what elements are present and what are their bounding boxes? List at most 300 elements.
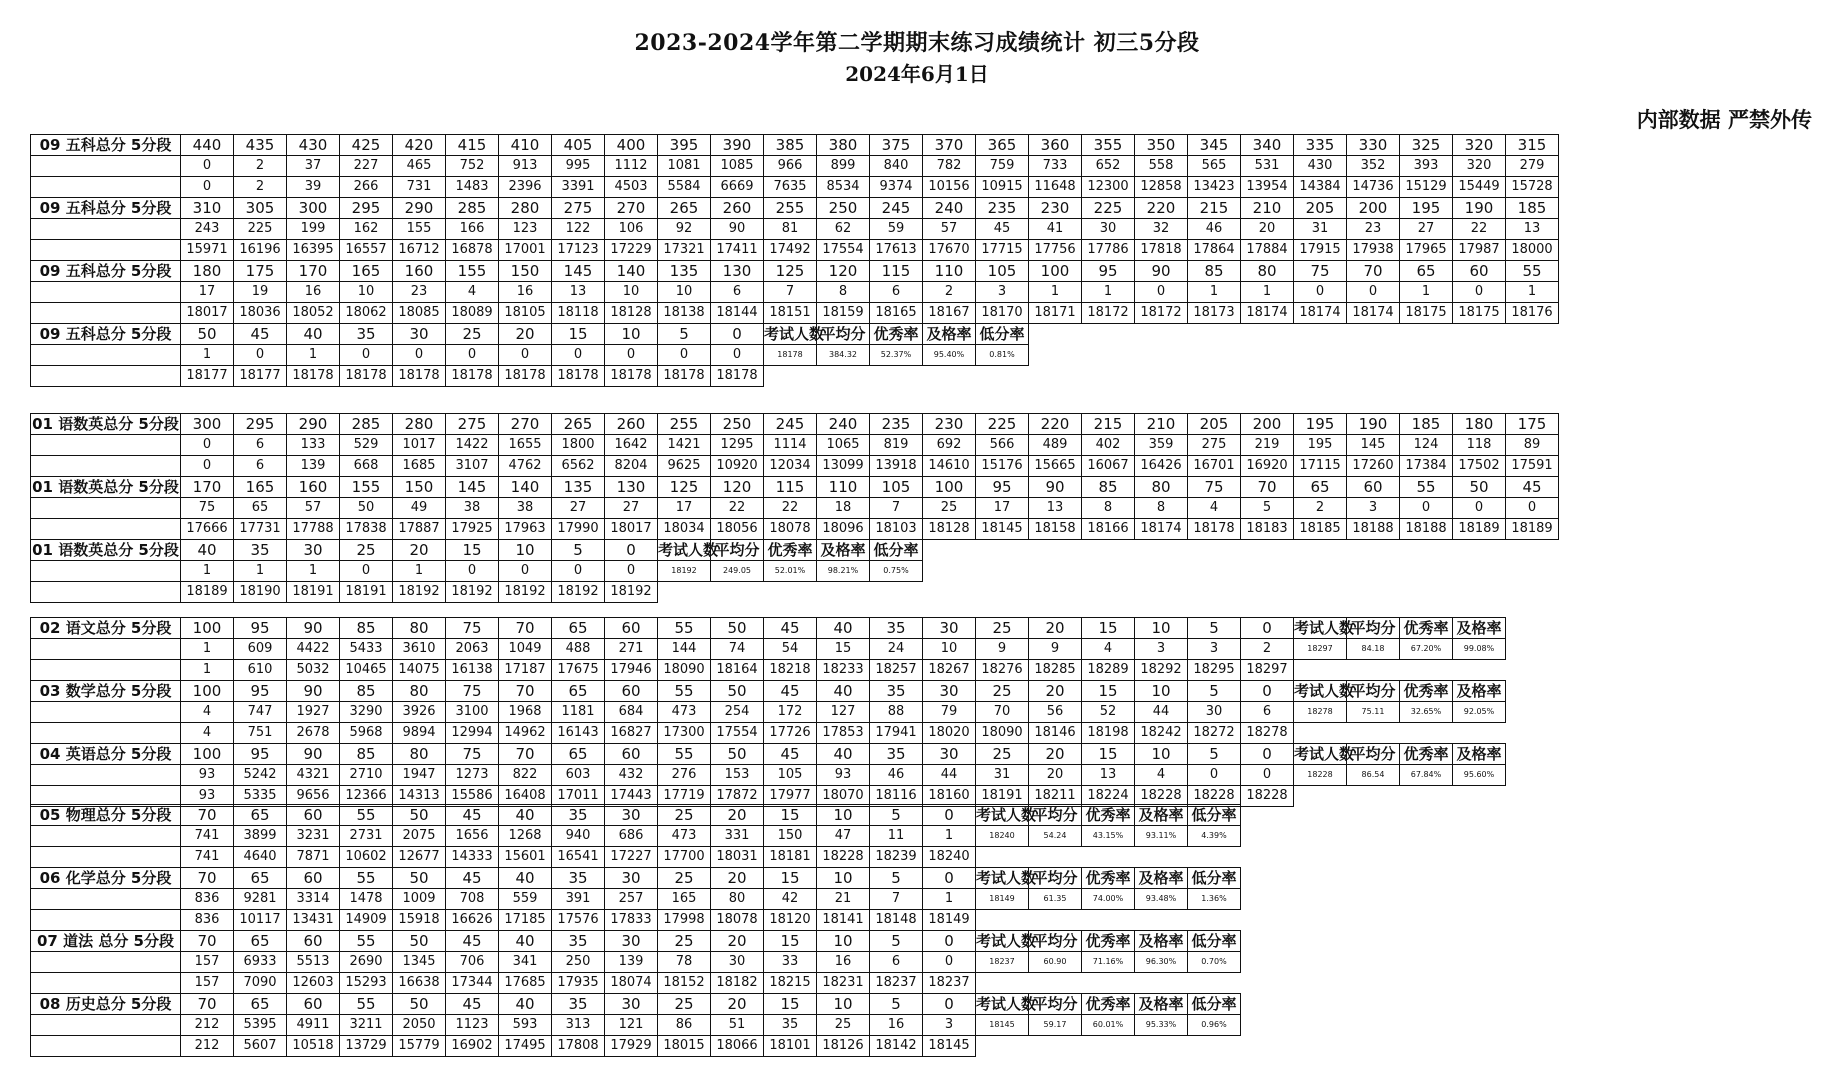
table-cell: 280 [499,198,552,219]
table-row [31,723,1559,744]
table-cell: 440 [181,135,234,156]
table-cell: 18192 [605,582,658,603]
stat-value: 95.33% [1135,1015,1188,1036]
table-cell: 18189 [181,582,234,603]
table-cell: 18188 [1347,519,1400,540]
table-cell: 22 [764,498,817,519]
stat-value: 0.96% [1188,1015,1241,1036]
empty-cell [1082,366,1135,387]
table-cell: 79 [923,702,976,723]
table-cell: 270 [605,198,658,219]
table-cell: 45 [446,868,499,889]
table-cell: 8 [817,282,870,303]
empty-cell [1294,324,1347,345]
stat-value: 93.11% [1135,826,1188,847]
table-cell: 20 [711,994,764,1015]
table-cell: 80 [711,889,764,910]
table-row [31,414,1559,435]
table-cell: 1947 [393,765,446,786]
table-cell: 153 [711,765,764,786]
table-cell: 10465 [340,660,393,681]
table-cell: 340 [1241,135,1294,156]
table-cell: 45 [764,681,817,702]
table-cell: 18175 [1453,303,1506,324]
table-cell: 5 [552,540,605,561]
empty-cell [1082,540,1135,561]
empty-cell [1400,540,1453,561]
table-cell: 160 [393,261,446,282]
table-cell: 593 [499,1015,552,1036]
stat-header: 考试人数 [658,541,719,559]
table-cell: 25 [658,994,711,1015]
table-cell: 1 [1029,282,1082,303]
empty-cell [1188,910,1241,931]
table-cell: 16541 [552,847,605,868]
table-cell: 18015 [658,1036,711,1057]
report-date: 2024年6月1日 [845,62,989,86]
row-label [31,952,181,973]
table-cell: 30 [1082,219,1135,240]
table-cell: 55 [340,805,393,826]
table-cell: 12366 [340,786,393,807]
stat-header: 平均分 [1029,994,1082,1015]
table-cell: 686 [605,826,658,847]
table-cell: 166 [446,219,499,240]
table-cell: 240 [923,198,976,219]
table-cell: 17554 [817,240,870,261]
table-cell: 4 [1135,765,1188,786]
empty-cell [1135,582,1188,603]
empty-cell [1347,1015,1400,1036]
empty-cell [923,561,976,582]
stat-header: 考试人数 [1294,745,1355,763]
empty-cell [817,582,870,603]
empty-cell [1347,324,1400,345]
table-cell: 18240 [923,847,976,868]
empty-cell [1506,540,1559,561]
table-row [31,561,1559,582]
table-cell: 1345 [393,952,446,973]
table-cell: 13099 [817,456,870,477]
table-cell: 20 [1241,219,1294,240]
table-cell: 320 [1453,135,1506,156]
table-cell: 25 [658,805,711,826]
row-label [31,561,181,582]
table-cell: 17227 [605,847,658,868]
table-cell: 100 [181,744,234,765]
table-cell: 18198 [1082,723,1135,744]
empty-cell [1294,660,1347,681]
row-label [31,498,181,519]
table-cell: 2 [1241,639,1294,660]
table-cell: 4 [181,702,234,723]
table-cell: 0 [923,868,976,889]
empty-cell [1400,826,1453,847]
table-cell: 14909 [340,910,393,931]
table-cell: 139 [287,456,340,477]
table-cell: 18126 [817,1036,870,1057]
table-cell: 17818 [1135,240,1188,261]
table-cell: 93 [181,765,234,786]
stat-header: 优秀率 [1082,994,1135,1015]
table-cell: 18089 [446,303,499,324]
table-cell: 1085 [711,156,764,177]
empty-cell [1029,540,1082,561]
empty-cell [1241,540,1294,561]
empty-cell [976,847,1029,868]
table-cell: 18215 [764,973,817,994]
table-cell: 22 [1453,219,1506,240]
table-cell: 24 [870,639,923,660]
table-cell: 18074 [605,973,658,994]
table-cell: 92 [658,219,711,240]
table-cell: 44 [1135,702,1188,723]
table-cell: 30 [1188,702,1241,723]
empty-cell [1400,723,1453,744]
stat-value: 18178 [764,345,817,366]
table-cell: 18128 [605,303,658,324]
table-cell: 95 [234,618,287,639]
empty-cell [1453,582,1506,603]
table-cell: 566 [976,435,1029,456]
table-cell: 0 [605,345,658,366]
table-cell: 145 [446,477,499,498]
table-cell: 3899 [234,826,287,847]
table-cell: 110 [923,261,976,282]
empty-cell [817,366,870,387]
empty-cell [1241,973,1294,994]
stat-header: 平均分 [711,540,764,561]
table-cell: 18166 [1082,519,1135,540]
row-label [31,582,181,603]
table-cell: 60 [605,744,658,765]
table-cell: 25 [976,618,1029,639]
table-cell: 70 [181,805,234,826]
table-cell: 995 [552,156,605,177]
table-cell: 652 [1082,156,1135,177]
table-cell: 17726 [764,723,817,744]
table-cell: 3107 [446,456,499,477]
row-label: 09 五科总分 5分段 [31,198,181,219]
table-cell: 30 [711,952,764,973]
table-cell: 17344 [446,973,499,994]
table-cell: 35 [552,868,605,889]
table-cell: 275 [446,414,499,435]
table-cell: 325 [1400,135,1453,156]
row-label [31,889,181,910]
table-row [31,240,1559,261]
row-label [31,702,181,723]
empty-cell [1135,910,1188,931]
table-cell: 165 [658,889,711,910]
stat-value: 75.11 [1347,702,1400,723]
table-cell: 140 [605,261,658,282]
empty-cell [1294,366,1347,387]
table-cell: 17300 [658,723,711,744]
table-cell: 15 [764,805,817,826]
table-cell: 195 [1400,198,1453,219]
table-cell: 175 [1506,414,1559,435]
table-cell: 10 [817,994,870,1015]
table-cell: 195 [1294,435,1347,456]
table-row [31,456,1559,477]
table-cell: 16827 [605,723,658,744]
table-row [31,910,1559,931]
table-cell: 90 [287,681,340,702]
stat-header: 平均分 [1347,744,1400,765]
table-cell: 9894 [393,723,446,744]
table-cell: 3926 [393,702,446,723]
table-cell: 235 [976,198,1029,219]
table-cell: 836 [181,910,234,931]
table-cell: 7090 [234,973,287,994]
table-cell: 55 [340,994,393,1015]
empty-cell [1241,1036,1294,1057]
table-cell: 40 [499,931,552,952]
empty-cell [1453,973,1506,994]
table-cell: 30 [287,540,340,561]
table-cell: 18228 [1241,786,1294,807]
empty-cell [1294,847,1347,868]
empty-cell [976,1036,1029,1057]
table-cell: 3 [923,1015,976,1036]
table-cell: 15728 [1506,177,1559,198]
table-cell: 15 [1082,681,1135,702]
row-label: 04 英语总分 5分段 [31,744,181,765]
table-cell: 0 [181,456,234,477]
empty-cell [1453,1015,1506,1036]
stat-value: 384.32 [817,345,870,366]
table-cell: 20 [711,931,764,952]
empty-cell [1506,973,1559,994]
empty-cell [1453,561,1506,582]
empty-cell [1347,660,1400,681]
table-cell: 25 [446,324,499,345]
stat-value: 52.37% [870,345,923,366]
table-cell: 18191 [976,786,1029,807]
table-cell: 10 [1135,618,1188,639]
table-cell: 115 [764,477,817,498]
table-cell: 215 [1082,414,1135,435]
table-row [31,1015,1559,1036]
empty-cell [1506,868,1559,889]
table-cell: 0 [181,435,234,456]
table-cell: 150 [499,261,552,282]
table-cell: 18118 [552,303,605,324]
table-cell: 65 [552,618,605,639]
table-cell: 55 [658,744,711,765]
empty-cell [1294,540,1347,561]
table-cell: 13 [1082,765,1135,786]
table-cell: 62 [817,219,870,240]
table-cell: 5 [1188,744,1241,765]
stat-header: 考试人数 [1294,682,1355,700]
empty-cell [1188,1036,1241,1057]
table-cell: 1112 [605,156,658,177]
row-label [31,910,181,931]
table-cell: 1655 [499,435,552,456]
table-cell: 75 [446,618,499,639]
empty-cell [1241,931,1294,952]
table-cell: 10602 [340,847,393,868]
table-cell: 17941 [870,723,923,744]
table-cell: 25 [340,540,393,561]
table-cell: 30 [923,681,976,702]
table-cell: 50 [711,618,764,639]
row-label [31,240,181,261]
table-cell: 18160 [923,786,976,807]
empty-cell [1506,889,1559,910]
table-row [31,1036,1559,1057]
table-cell: 18145 [976,519,1029,540]
table-cell: 17001 [499,240,552,261]
table-cell: 35 [870,618,923,639]
empty-cell [1400,973,1453,994]
empty-cell [711,582,764,603]
row-label [31,366,181,387]
table-cell: 684 [605,702,658,723]
table-cell: 50 [181,324,234,345]
row-label [31,456,181,477]
stat-header: 考试人数 [976,806,1037,824]
table-cell: 819 [870,435,923,456]
table-cell: 0 [658,345,711,366]
table-cell: 85 [1082,477,1135,498]
table-cell: 18175 [1400,303,1453,324]
table-cell: 95 [976,477,1029,498]
table-cell: 14610 [923,456,976,477]
table-cell: 331 [711,826,764,847]
table-cell: 18228 [817,847,870,868]
table-cell: 18189 [1506,519,1559,540]
table-cell: 1 [234,561,287,582]
table-cell: 140 [499,477,552,498]
stat-value: 18240 [976,826,1029,847]
empty-cell [1400,994,1453,1015]
table-cell: 45 [446,931,499,952]
table-cell: 17411 [711,240,764,261]
table-cell: 6562 [552,456,605,477]
stat-value: 60.90 [1029,952,1082,973]
table-cell: 20 [499,324,552,345]
empty-cell [976,973,1029,994]
table-cell: 18289 [1082,660,1135,681]
table-cell: 836 [181,889,234,910]
table-cell: 18144 [711,303,764,324]
table-cell: 65 [234,498,287,519]
stat-header: 及格率 [817,540,870,561]
empty-cell [1347,973,1400,994]
table-row [31,435,1559,456]
table-cell: 1081 [658,156,711,177]
table-cell: 50 [340,498,393,519]
empty-cell [1294,889,1347,910]
table-cell: 55 [658,618,711,639]
table-cell: 18062 [340,303,393,324]
row-label: 03 数学总分 5分段 [31,681,181,702]
empty-cell [1082,973,1135,994]
empty-cell [1453,910,1506,931]
table-cell: 89 [1506,435,1559,456]
empty-cell [1347,540,1400,561]
stat-value: 32.65% [1400,702,1453,723]
table-cell: 18128 [923,519,976,540]
table-cell: 52 [1082,702,1135,723]
empty-cell [1241,868,1294,889]
table-cell: 0 [340,345,393,366]
table-cell: 4 [181,723,234,744]
table-cell: 2396 [499,177,552,198]
table-cell: 1483 [446,177,499,198]
table-cell: 17946 [605,660,658,681]
empty-cell [1347,561,1400,582]
table-cell: 12603 [287,973,340,994]
table-cell: 18190 [234,582,287,603]
stat-value: 0.81% [976,345,1029,366]
table-cell: 1123 [446,1015,499,1036]
table-cell: 610 [234,660,287,681]
table-cell: 1 [181,345,234,366]
empty-cell [1241,847,1294,868]
table-cell: 17833 [605,910,658,931]
table-row [31,135,1559,156]
table-cell: 199 [287,219,340,240]
table-cell: 9625 [658,456,711,477]
table-cell: 70 [181,868,234,889]
table-cell: 45 [764,744,817,765]
table-cell: 18085 [393,303,446,324]
table-cell: 393 [1400,156,1453,177]
table-cell: 6 [870,952,923,973]
table-cell: 65 [552,681,605,702]
table-cell: 18188 [1400,519,1453,540]
table-cell: 57 [923,219,976,240]
table-cell: 245 [870,198,923,219]
stat-value: 84.18 [1347,639,1400,660]
table-cell: 0 [552,561,605,582]
table-cell: 18192 [393,582,446,603]
table-cell: 10920 [711,456,764,477]
table-cell: 210 [1241,198,1294,219]
table-cell: 11 [870,826,923,847]
table-cell: 2 [923,282,976,303]
empty-cell [1294,805,1347,826]
table-cell: 290 [287,414,340,435]
table-cell: 18237 [870,973,923,994]
table-cell: 17123 [552,240,605,261]
table-cell: 78 [658,952,711,973]
empty-cell [1453,805,1506,826]
table-cell: 0 [1241,765,1294,786]
table-row [31,681,1559,702]
table-cell: 706 [446,952,499,973]
table-cell: 17495 [499,1036,552,1057]
table-cell: 31 [1294,219,1347,240]
table-cell: 18078 [711,910,764,931]
table-cell: 18285 [1029,660,1082,681]
table-cell: 279 [1506,156,1559,177]
empty-cell [1135,540,1188,561]
table-cell: 40 [499,805,552,826]
table-cell: 190 [1453,198,1506,219]
table-cell: 4911 [287,1015,340,1036]
table-cell: 55 [1506,261,1559,282]
table-cell: 11648 [1029,177,1082,198]
table-cell: 271 [605,639,658,660]
table-cell: 3 [1347,498,1400,519]
empty-cell [1082,910,1135,931]
table-cell: 395 [658,135,711,156]
